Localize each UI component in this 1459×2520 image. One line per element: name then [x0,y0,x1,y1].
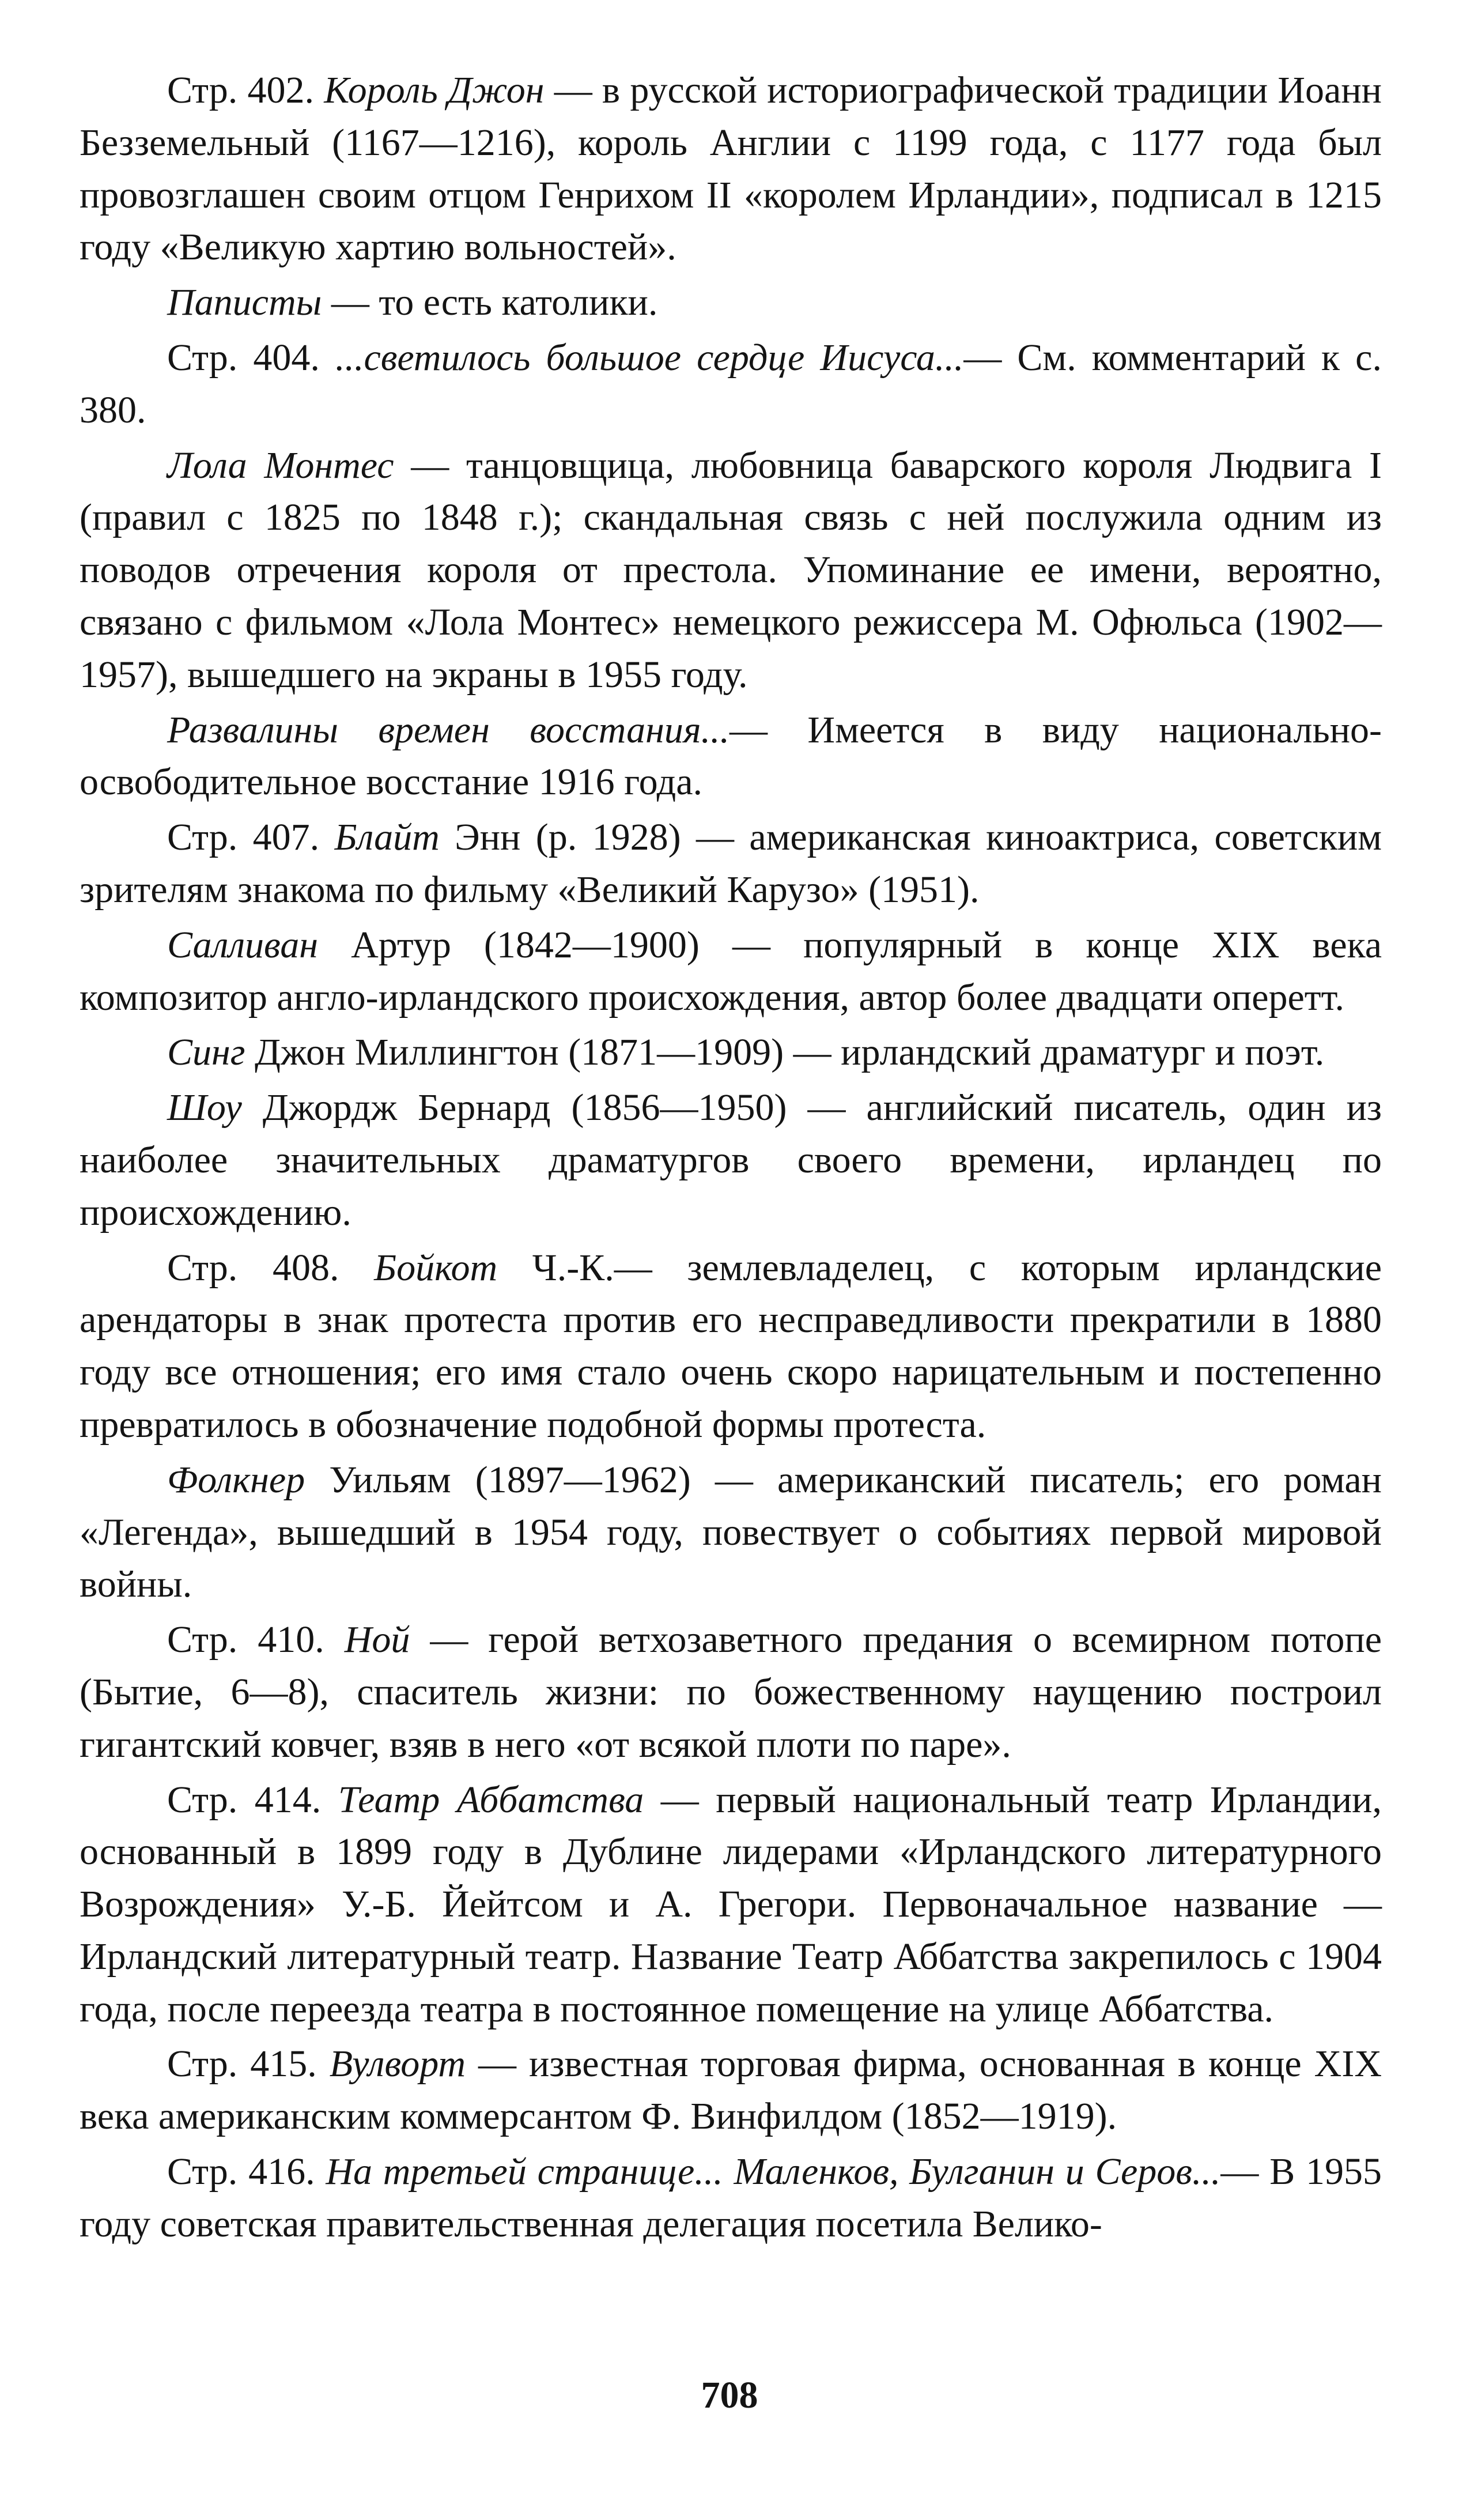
note-text: Джордж Бернард (1856—1950) — английский писатель, один из наиболее значительных драматургов своего времени, ирландец по происхождению. [80,1087,1382,1233]
note-page-ref: Стр. 402. [167,69,324,111]
note-text: Ч.-К.— землевладелец, с которым ирландские арендаторы в знак протеста против его несправедливости прекратили в 1880 году все отношения; его имя стало очень скоро нарицательным и постепенно превратилось в обозначение подобной формы протеста. [80,1246,1382,1446]
note-text: Уильям (1897—1962) — американский писатель; его роман «Легенда», вышедший в 1954 году, повествует о событиях первой мировой войны. [80,1458,1382,1606]
note-term: Король Джон [324,69,545,111]
note-text: — танцовщица, любовница баварского короля Людвига I (правил с 1825 по 1848 г.); скандальная связь с ней послужила одним из поводов отречения короля от престола. Упоминание ее имени, вероятно, связано с фильмом «Лола Монтес» немецкого режиссера М. Офюльса (1902—1957), вышедшего на экраны в 1955 году. [80,444,1382,696]
note-paragraph [80,1454,1382,1611]
note-text: — известная торговая фирма, основанная в конце XIX века американским коммерсантом Ф. Винфилдом (1852—1919). [80,2043,1382,2138]
note-paragraph [80,2038,1382,2143]
note-paragraph [80,1027,1382,1079]
note-page-ref: Стр. 408. [167,1246,375,1289]
note-paragraph [80,812,1382,916]
note-term: Бойкот [374,1246,498,1289]
note-paragraph [80,277,1382,329]
note-text: — то есть католики. [322,281,658,324]
note-page-ref: Стр. 415. [167,2043,330,2085]
note-paragraph [80,704,1382,809]
note-text: Энн (р. 1928) — американская киноактриса, советским зрителям знакома по фильму «Великий Карузо» (1951). [80,816,1382,911]
note-paragraph [80,2146,1382,2251]
note-paragraph [80,1082,1382,1239]
note-paragraph [80,1614,1382,1771]
note-term: Театр Аббатства [338,1778,644,1821]
note-text: Артур (1842—1900) — популярный в конце XIX века композитор англо-ирландского происхождения, автор более двадцати оперетт. [80,923,1382,1018]
commentary-text-block [80,65,1382,2254]
note-term: Фолкнер [167,1458,305,1501]
note-text: — в русской историографической традиции Иоанн Безземельный (1167—1216), король Англии с 1199 года, с 1177 года был провозглашен своим отцом Генрихом II «королем Ирландии», подписал в 1215 году «Великую хартию вольностей». [80,69,1382,269]
note-page-ref: Стр. 414. [167,1778,338,1821]
note-paragraph [80,1774,1382,2036]
note-term: Шоу [167,1087,242,1129]
note-paragraph [80,65,1382,274]
note-term: Блайт [334,816,440,859]
note-text: — В 1955 году советская правительственная делегация посетила Велико- [80,2151,1382,2245]
note-page-ref: Стр. 416. [167,2151,326,2193]
note-term: Развалины времен восстания... [167,708,730,751]
note-term: Лола Монтес [167,444,394,486]
note-page-ref: Стр. 410. [167,1619,345,1661]
note-term: Паписты [167,281,322,324]
note-paragraph [80,440,1382,701]
note-term: Салливан [167,923,318,966]
note-paragraph [80,919,1382,1024]
note-paragraph [80,332,1382,437]
note-text: — герой ветхозаветного предания о всемирном потопе (Бытие, 6—8), спаситель жизни: по божественному наущению построил гигантский ковчег, взяв в него «от всякой плоти по паре». [80,1619,1382,1765]
page-number: 708 [701,2374,758,2416]
note-text: — Имеется в виду национально-освободительное восстание 1916 года. [80,708,1382,803]
note-term: Вулворт [329,2043,466,2085]
note-term: Синг [167,1031,245,1074]
note-text: Джон Миллингтон (1871—1909) — ирландский драматург и поэт. [245,1031,1325,1074]
note-text: — См. комментарий к с. 380. [80,336,1382,431]
note-text: — первый национальный театр Ирландии, основанный в 1899 году в Дублине лидерами «Ирландского литературного Возрождения» У.-Б. Йейтсом и А. Грегори. Первоначальное название — Ирландский литературный театр. Название Театр Аббатства закрепилось с 1904 года, после переезда театра в постоянное помещение на улице Аббатства. [80,1778,1382,2030]
note-term: Ной [344,1619,410,1661]
note-page-ref: Стр. 404. [167,336,335,379]
note-term: ...светилось большое сердце Иисуса... [335,336,964,379]
note-term: На третьей странице... Маленков, Булганин и Серов... [326,2151,1221,2193]
note-page-ref: Стр. 407. [167,816,335,859]
note-paragraph [80,1242,1382,1451]
